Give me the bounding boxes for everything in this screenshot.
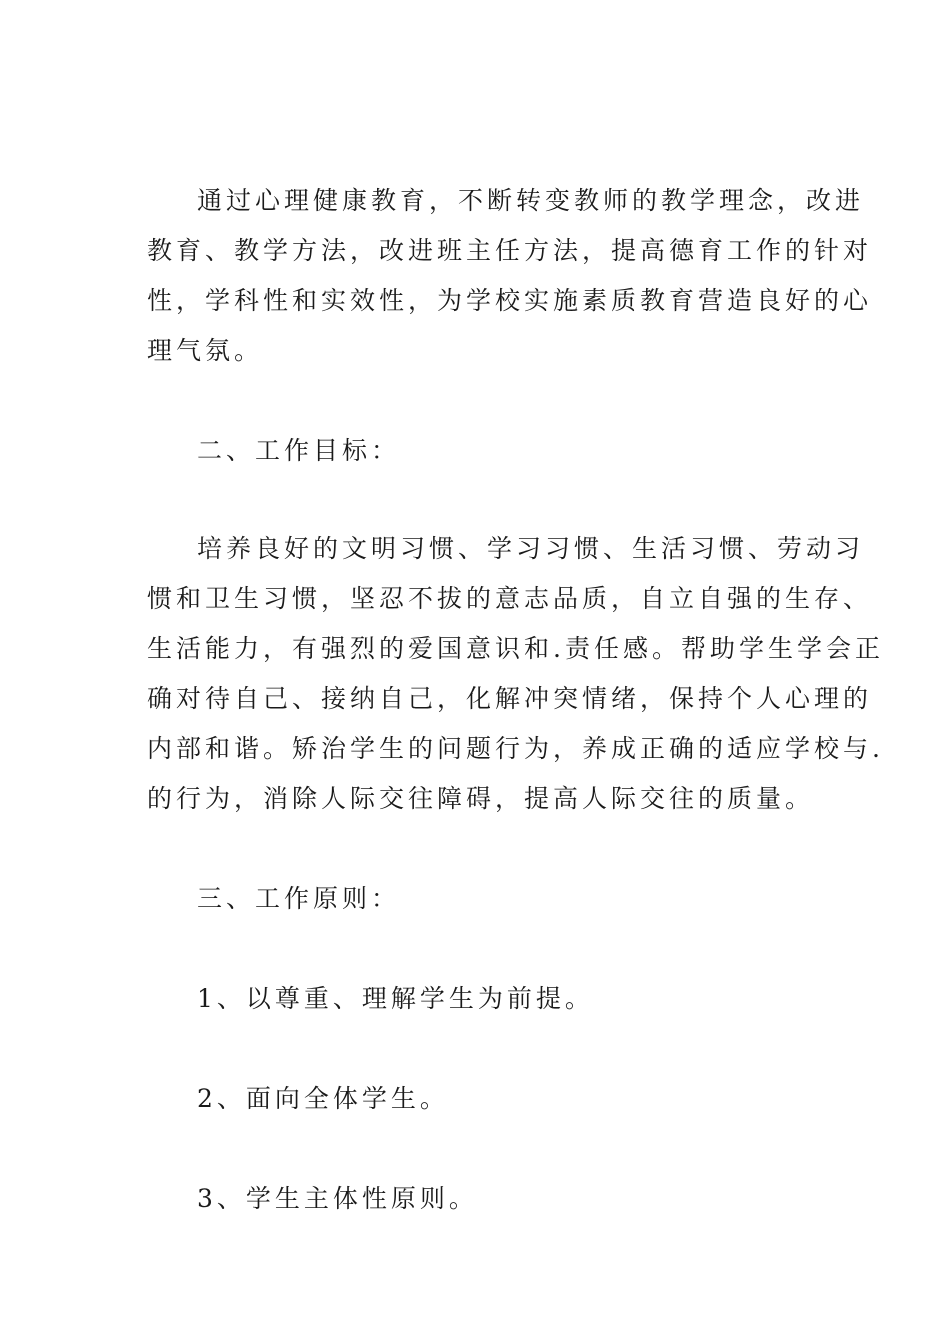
paragraph-1-line-3: 性，学科性和实效性，为学校实施素质教育营造良好的心 [147, 286, 873, 315]
section-heading-goals: 二、工作目标： [197, 436, 401, 465]
principle-item-2: 2、面向全体学生。 [197, 1084, 449, 1113]
principle-item-3: 3、学生主体性原则。 [197, 1184, 478, 1213]
paragraph-1-line-2: 教育、教学方法，改进班主任方法，提高德育工作的针对 [147, 236, 873, 265]
paragraph-2-line-2: 惯和卫生习惯，坚忍不拔的意志品质，自立自强的生存、 [147, 584, 873, 613]
section-heading-principles: 三、工作原则： [197, 884, 401, 913]
paragraph-1-line-1: 通过心理健康教育，不断转变教师的教学理念，改进 [197, 186, 865, 215]
paragraph-2-line-6: 的行为，消除人际交往障碍，提高人际交往的质量。 [147, 784, 815, 813]
paragraph-1-line-4: 理气氛。 [147, 336, 264, 365]
paragraph-2-line-5: 内部和谐。矫治学生的问题行为，养成正确的适应学校与. [147, 734, 884, 763]
principle-item-1: 1、以尊重、理解学生为前提。 [197, 984, 594, 1013]
paragraph-2-line-1: 培养良好的文明习惯、学习习惯、生活习惯、劳动习 [197, 534, 865, 563]
paragraph-2-line-3: 生活能力，有强烈的爱国意识和.责任感。帮助学生学会正 [147, 634, 884, 663]
paragraph-2-line-4: 确对待自己、接纳自己，化解冲突情绪，保持个人心理的 [147, 684, 873, 713]
